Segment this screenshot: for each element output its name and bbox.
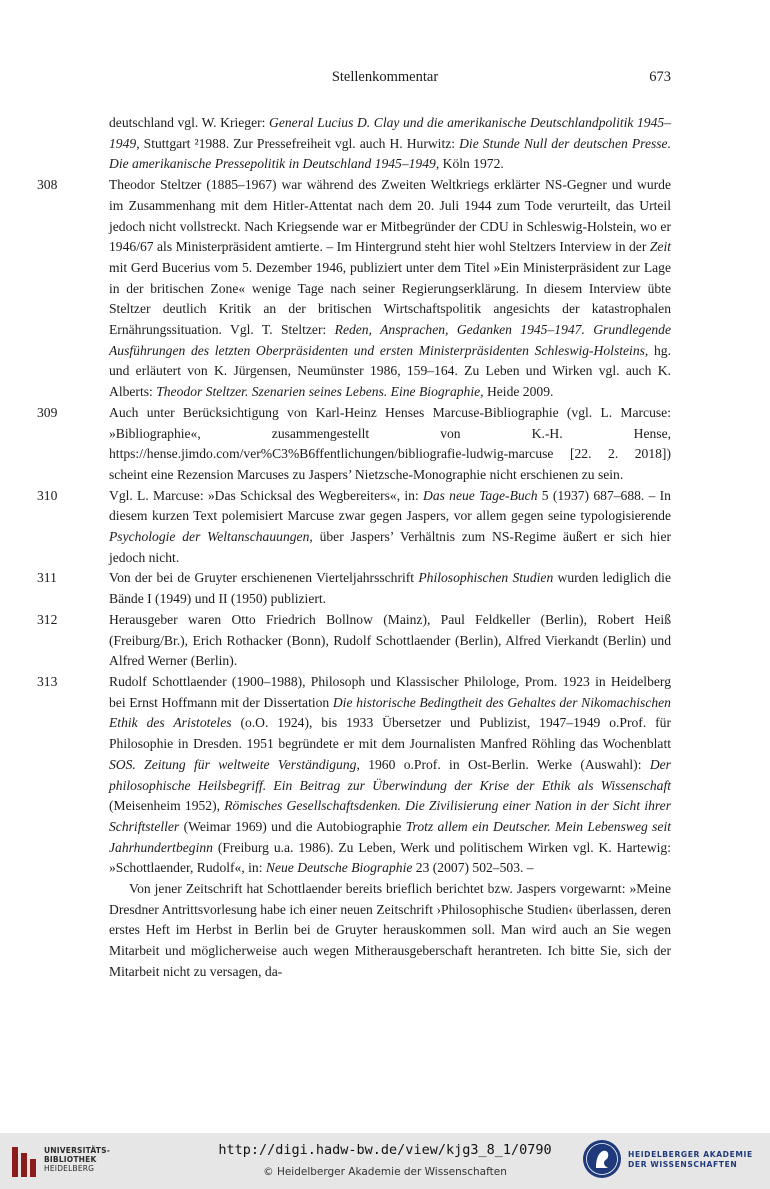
note-number: 308 [37,177,58,193]
note-paragraph: Von jener Zeitschrift hat Schottlaender bereits brieflich berichtet bzw. Jaspers vorgewarnt: »Meine Dresdner Antrittsvorlesung habe ich einer neuen Zeitschrift ›Philosophische Studien‹ überlassen, deren erstes Heft im Herbst in Berlin bei de Gruyter herauskommen soll. Man wird auch an Sie wegen Mitarbeit und möglicherweise auch wegen Mitherausgeberschaft herantreten. Ich bitte Sie, sich der Mitarbeit nicht zu versagen, da- [109,881,671,979]
academy-name-line: HEIDELBERGER AKADEMIE [628,1150,753,1159]
note-text: Vgl. L. Marcuse: »Das Schicksal des Wegbereiters«, in: Das neue Tage-Buch 5 (1937) 687–688. – In diesem kurzen Text polemisiert Marcuse zwar gegen Jaspers, vor allem gegen seine typologisierende Psychologie der Weltanschauungen, über Jaspers’ Verhältnis zum NS-Regime äußert er sich hier jedoch nicht. [109,487,672,565]
academy-seal-icon [582,1139,622,1179]
note-text: Theodor Steltzer (1885–1967) war während des Zweiten Weltkriegs erklärter NS-Gegner und wurde im Zusammenhang mit dem Hitler-Attentat nach dem 20. Juli 1944 zum Tode verurteilt, das Urteil jedoch nicht vollstreckt. Nach Kriegsende war er Mitbegründer der CDU in Schleswig-Holstein, wo er 1946/67 als Ministerpräsident amtierte. – Im Hintergrund steht hier wohl Steltzers Interview in der Zeit mit Gerd Bucerius vom 5. Dezember 1946, publiziert unter dem Titel »Ein Ministerpräsident zur Lage in der britischen Zone« wenige Tage nach seiner Regierungserklärung. In diesem Interview übte Steltzer deutlich Kritik an der britischen Wirtschaftspolitik angesichts der katastrophalen Ernährungssituation. Vgl. T. Steltzer: Reden, Ansprachen, Gedanken 1945–1947. Grundlegende Ausführungen des letzten Oberpräsidenten und ersten Ministerpräsidenten Schleswig-Holsteins, hg. und erläutert von K. Jürgensen, Neumünster 1986, 159–164. Zu Leben und Wirken vgl. auch K. Alberts: Theodor Steltzer. Szenarien seines Lebens. Eine Biographie, Heide 2009. [109,177,671,400]
continuation-text: deutschland vgl. W. Krieger: General Lucius D. Clay und die amerikanische Deutschlandpolitik 1945–1949, Stuttgart ²1988. Zur Pressefreiheit vgl. auch H. Hurwitz: Die Stunde Null der deutschen Presse. Die amerikanische Pressepolitik in Deutschland 1945–1949, Köln 1972. [109,115,671,172]
academy-logo[interactable] [582,1139,758,1183]
copyright-notice: © Heidelberger Akademie der Wissenschaften [263,1166,507,1178]
note-continuation [109,113,671,175]
library-name-line: HEIDELBERG [44,1164,95,1173]
note-number: 310 [37,487,58,503]
note-310 [37,486,672,569]
note-number: 312 [37,611,58,627]
note-308 [37,175,671,403]
library-name-line: UNIVERSITÄTS- [44,1146,111,1155]
academy-name-line: DER WISSENSCHAFTEN [628,1160,738,1169]
note-309 [37,403,671,486]
running-header [0,69,770,91]
commentary-body [37,113,672,983]
note-number: 309 [37,404,58,420]
academy-name [628,1150,753,1170]
permalink-url[interactable]: http://digi.hadw-bw.de/view/kjg3_8_1/0790 [218,1142,552,1158]
page-number: 673 [649,69,671,85]
note-313 [37,672,672,983]
running-title: Stellenkommentar [331,69,439,85]
digitization-footer [0,1133,770,1189]
note-number: 313 [37,673,58,689]
note-number: 311 [37,570,57,586]
library-name-line: BIBLIOTHEK [44,1155,97,1164]
note-text: Herausgeber waren Otto Friedrich Bollnow (Mainz), Paul Feldkeller (Berlin), Robert Heiß (Freiburg/Br.), Erich Rothacker (Bonn), Rudolf Schottlaender (Berlin), Alfred Vierkandt (Berlin) und Alfred Werner (Berlin). [109,611,671,669]
note-text: Von der bei de Gruyter erschienenen Vierteljahrsschrift Philosophischen Studien wurden lediglich die Bände I (1949) und II (1950) publiziert. [109,570,671,607]
note-text: Auch unter Berücksichtigung von Karl-Heinz Henses Marcuse-Bibliographie (vgl. L. Marcuse: »Bibliographie«, zusammengestellt von K.-H. Hense, https://hense.jimdo.com/ver%C3%B6ffentlichungen/bibliografie-ludwig-marcuse [22. 2. 2018]) scheint eine Rezension Marcuses zu Jaspers’ Nietzsche-Monographie nicht erschienen zu sein. [109,404,671,482]
note-312 [37,610,671,672]
note-311 [37,568,671,609]
note-text: Rudolf Schottlaender (1900–1988), Philosoph und Klassischer Philologe, Prom. 1923 in Heidelberg bei Ernst Hoffmann mit der Dissertation Die historische Bedingtheit des Gehaltes der Nikomachischen Ethik des Aristoteles (o.O. 1924), bis 1933 Übersetzer und Publizist, 1947–1949 o.Prof. für Philosophie in Dresden. 1951 begründete er mit dem Journalisten Manfred Röhling das Wochenblatt SOS. Zeitung für weltweite Verständigung, 1960 o.Prof. in Ost-Berlin. Werke (Auswahl): Der philosophische Heilsbegriff. Ein Beitrag zur Überwindung der Krise der Ethik als Wissenschaft (Meisenheim 1952), Römisches Gesellschaftsdenken. Die Zivilisierung einer Nation in der Sicht ihrer Schriftsteller (Weimar 1969) und die Autobiographie Trotz allem ein Deutscher. Mein Lebensweg seit Jahrhundertbeginn (Freiburg u.a. 1986). Zu Leben, Werk und politischem Wirken vgl. K. Hartewig: »Schottlaender, Rudolf«, in: Neue Deutsche Biographie 23 (2007) 502–503. – [109,673,672,876]
